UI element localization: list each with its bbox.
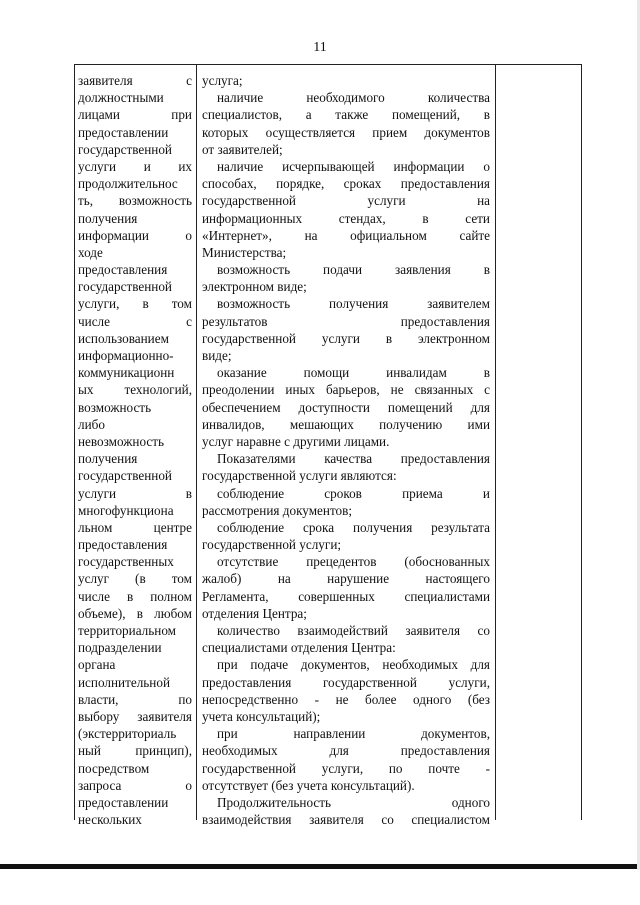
right-column-line: государственной услуги;	[202, 537, 342, 553]
right-column-line: необходимых для предоставления	[202, 743, 490, 759]
left-column-line: государственной	[78, 141, 172, 157]
right-column-line: способах, порядке, сроках предоставления	[202, 176, 490, 192]
right-column-line: специалистами отделения Центра:	[202, 640, 396, 656]
left-column-line: предоставления	[78, 537, 168, 553]
right-column-line: отсутствие прецедентов (обоснованных	[217, 554, 490, 570]
left-column-line: получения	[78, 451, 138, 467]
right-column-line: электронном виде;	[202, 279, 307, 295]
left-column-line: государственной	[78, 468, 172, 484]
left-column-line: услуги в	[78, 485, 192, 501]
left-column-line: предоставлении	[78, 124, 169, 140]
left-column-line: льном центре	[78, 519, 192, 535]
right-column-line: обеспечением доступности помещений для	[202, 399, 490, 415]
left-column-line: органа	[78, 657, 116, 673]
right-column-line: предоставления государственной услуги,	[202, 674, 490, 690]
left-column-line: получения	[78, 210, 138, 226]
left-column-line: либо	[78, 416, 105, 432]
left-column-line: ых технологий,	[78, 382, 192, 398]
right-column-line: Показателями качества предоставления	[217, 451, 490, 467]
left-column-line: подразделении	[78, 640, 162, 656]
left-column-line: возможность	[78, 399, 152, 415]
right-column-line: Продолжительность одного	[217, 794, 490, 810]
left-column-line: ть, возможность	[78, 193, 192, 209]
right-column-line: возможность получения заявителем	[217, 296, 490, 312]
left-column-line: ходе	[78, 244, 103, 260]
right-column-line: рассмотрения документов;	[202, 502, 353, 518]
table-border-right	[581, 64, 582, 820]
table-border-left	[74, 64, 75, 820]
right-column-line: государственной услуги являются:	[202, 468, 397, 484]
right-column-line: отсутствует (без учета консультаций).	[202, 777, 415, 793]
right-column-line: которых осуществляется прием документов	[202, 124, 490, 140]
table-divider-1	[196, 64, 197, 820]
left-column-line: лицами при	[78, 107, 192, 123]
left-column-line: использованием	[78, 330, 169, 346]
right-column-line: результатов предоставления	[202, 313, 490, 329]
right-column-line: услуга;	[202, 73, 243, 88]
left-column-line: предоставлении	[78, 794, 169, 810]
right-column-line: государственной услуги, по почте -	[202, 760, 490, 776]
right-column-line: количество взаимодействий заявителя со	[217, 623, 490, 638]
right-column-line: государственной услуги на	[202, 193, 490, 209]
right-column-line: соблюдение сроков приема и	[217, 485, 490, 501]
left-column-line: услуги, в том	[78, 296, 192, 312]
right-column-line: учета консультаций);	[202, 708, 321, 724]
scan-bottom-bar	[0, 864, 640, 869]
left-column-line: объеме), в любом	[78, 605, 192, 621]
left-column-line: государственных	[78, 554, 174, 570]
right-column-line: наличие необходимого количества	[217, 90, 490, 106]
right-column-line: возможность подачи заявления в	[217, 262, 490, 278]
left-column-line: выбору заявителя	[78, 708, 192, 724]
right-column-line: виде;	[202, 348, 232, 363]
left-column-line: продолжительнос	[78, 176, 178, 192]
right-column-line: инвалидов, мешающих получению ими	[202, 416, 490, 432]
right-column-line: от заявителей;	[202, 141, 283, 157]
left-column-line: запроса о	[78, 777, 192, 793]
left-column-line: числе с	[78, 313, 192, 329]
left-column-line: нескольких	[78, 812, 142, 828]
right-column-line: государственной услуги в электронном	[202, 330, 490, 346]
left-column-line: предоставления	[78, 262, 168, 278]
right-column-line: оказание помощи инвалидам в	[217, 365, 490, 381]
right-column-line: специалистов, а также помещений, в	[202, 107, 490, 123]
left-column-line: заявителя с	[78, 73, 192, 88]
left-column-line: информации о	[78, 227, 192, 243]
left-column-line: невозможность	[78, 433, 164, 449]
right-column-line: «Интернет», на официальном сайте	[202, 227, 490, 243]
right-column-line: информационных стендах, в сети	[202, 210, 490, 226]
left-column-line: услуг (в том	[78, 571, 192, 587]
right-column-line: наличие исчерпывающей информации о	[217, 158, 490, 174]
right-column-line: соблюдение срока получения результата	[217, 519, 490, 535]
left-column-line: власти, по	[78, 691, 192, 707]
table-top-rule	[74, 64, 582, 65]
right-column-line: взаимодействия заявителя со специалистом	[202, 812, 490, 828]
left-column-line: должностными	[78, 90, 164, 106]
left-column-text	[78, 72, 192, 828]
left-column-line: многофункциона	[78, 502, 174, 518]
right-column-line: преодолении иных барьеров, не связанных с	[202, 382, 490, 398]
left-column-line: территориальном	[78, 623, 177, 638]
left-column-line: услуги и их	[78, 158, 192, 174]
left-column-line: информационно-	[78, 348, 174, 363]
left-column-line: (экстерриториаль	[78, 726, 177, 742]
left-column-line: посредством	[78, 760, 150, 776]
right-column-text	[202, 72, 490, 828]
left-column-line: исполнительной	[78, 674, 171, 690]
page-number: 11	[313, 40, 327, 55]
left-column-line: государственной	[78, 279, 172, 295]
right-column-line: непосредственно - не более одного (без	[202, 691, 490, 707]
left-column-line: ный принцип),	[78, 743, 192, 759]
right-column-line: жалоб) на нарушение настоящего	[202, 571, 490, 587]
right-column-line: Регламента, совершенных специалистами	[202, 588, 490, 604]
right-column-line: при направлении документов,	[217, 726, 490, 742]
right-column-line: услуг наравне с другими лицами.	[202, 433, 390, 449]
right-column-line: при подаче документов, необходимых для	[217, 657, 490, 673]
table-divider-2	[495, 64, 496, 820]
left-column-line: коммуникационн	[78, 365, 175, 381]
right-column-line: Министерства;	[202, 244, 287, 260]
right-column-line: отделения Центра;	[202, 605, 307, 621]
left-column-line: числе в полном	[78, 588, 192, 604]
